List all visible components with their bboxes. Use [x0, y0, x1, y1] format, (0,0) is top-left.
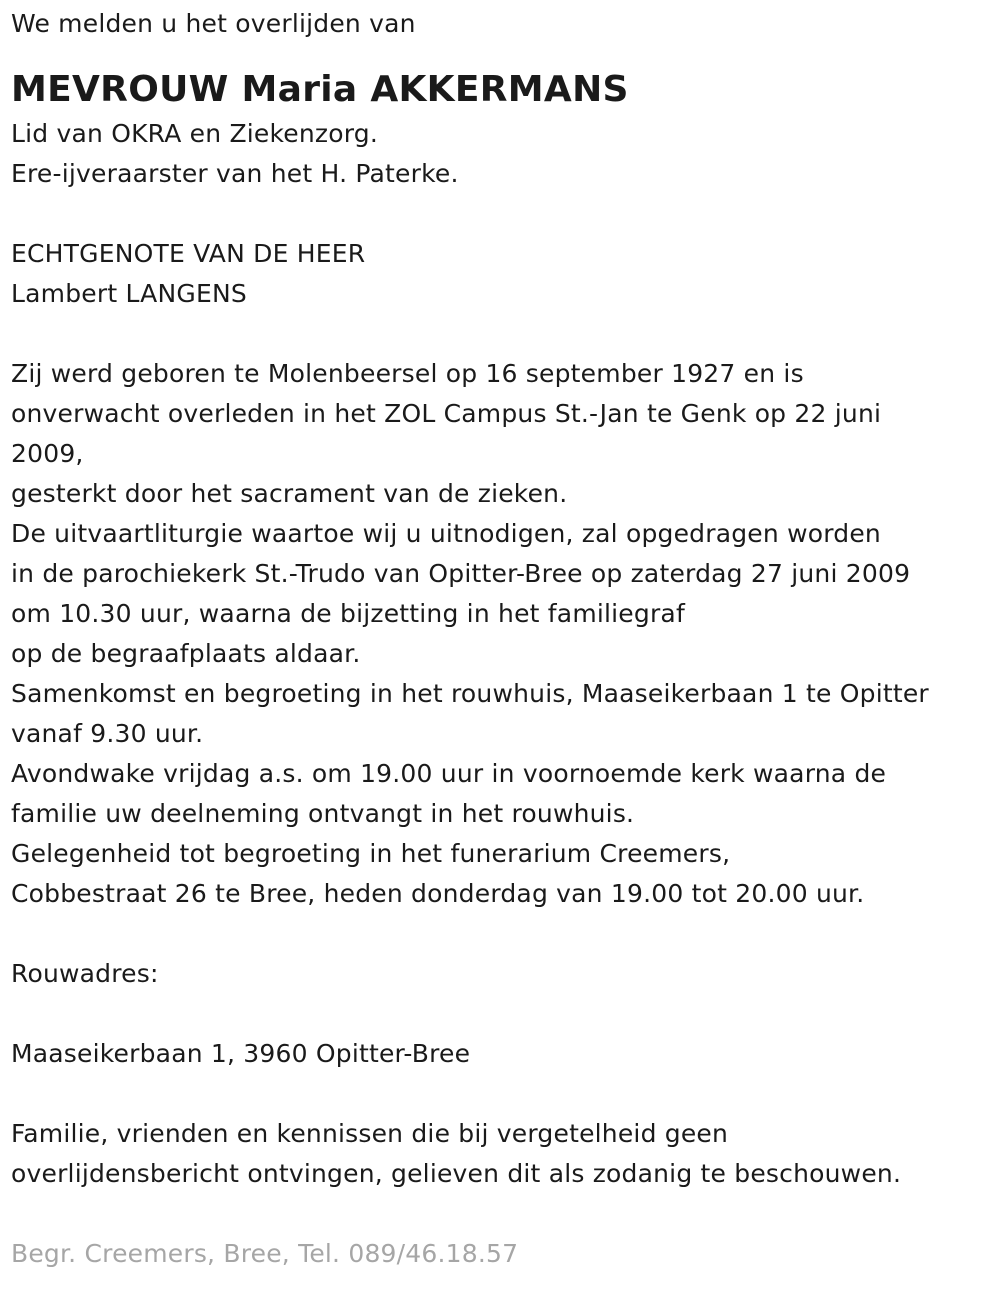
body-line: op de begraafplaats aldaar. — [11, 639, 361, 668]
body-line: De uitvaartliturgie waartoe wij u uitnodigen, zal opgedragen worden — [11, 519, 881, 548]
spouse-name: Lambert LANGENS — [11, 279, 247, 308]
body-line: 2009, — [11, 439, 84, 468]
body-line: Avondwake vrijdag a.s. om 19.00 uur in voornoemde kerk waarna de — [11, 759, 887, 788]
spacer — [11, 994, 991, 1034]
deceased-name: MEVROUW Maria AKKERMANS — [11, 69, 629, 110]
intro-text: We melden u het overlijden van — [11, 9, 416, 38]
body-line: in de parochiekerk St.-Trudo van Opitter-Bree op zaterdag 27 juni 2009 — [11, 559, 911, 588]
body-line: om 10.30 uur, waarna de bijzetting in het familiegraf — [11, 599, 685, 628]
body-line: Samenkomst en begroeting in het rouwhuis, Maaseikerbaan 1 te Opitter — [11, 679, 929, 708]
body-line: onverwacht overleden in het ZOL Campus St.-Jan te Genk op 22 juni — [11, 399, 882, 428]
body-line: gesterkt door het sacrament van de zieken. — [11, 479, 568, 508]
address-value: Maaseikerbaan 1, 3960 Opitter-Bree — [11, 1039, 471, 1068]
spacer — [11, 1194, 991, 1234]
membership-line: Lid van OKRA en Ziekenzorg. — [11, 119, 378, 148]
spouse-title: ECHTGENOTE VAN DE HEER — [11, 239, 366, 268]
spacer — [11, 314, 991, 354]
spacer — [11, 194, 991, 234]
body-line: Cobbestraat 26 te Bree, heden donderdag van 19.00 tot 20.00 uur. — [11, 879, 865, 908]
spacer — [11, 1074, 991, 1114]
address-label: Rouwadres: — [11, 959, 159, 988]
membership-line: Ere-ijveraarster van het H. Paterke. — [11, 159, 459, 188]
body-line: familie uw deelneming ontvangt in het rouwhuis. — [11, 799, 635, 828]
obituary-notice — [11, 0, 991, 1274]
body-line: Gelegenheid tot begroeting in het funerarium Creemers, — [11, 839, 731, 868]
closing-line: overlijdensbericht ontvingen, gelieven dit als zodanig te beschouwen. — [11, 1159, 902, 1188]
funeral-home-footer: Begr. Creemers, Bree, Tel. 089/46.18.57 — [11, 1239, 519, 1268]
closing-line: Familie, vrienden en kennissen die bij vergetelheid geen — [11, 1119, 729, 1148]
announcement-body — [11, 354, 991, 914]
body-line: Zij werd geboren te Molenbeersel op 16 september 1927 en is — [11, 359, 804, 388]
body-line: vanaf 9.30 uur. — [11, 719, 204, 748]
spacer — [11, 914, 991, 954]
